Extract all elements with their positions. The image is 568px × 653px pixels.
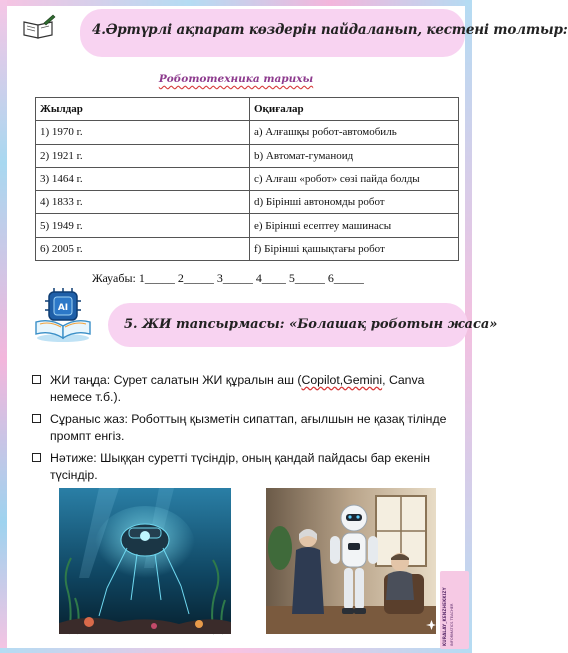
section5-title: 5. ЖИ тапсырмасы: «Болашақ роботын жаса»: [124, 317, 498, 332]
task-text: Нәтиже: Шыққан суретті түсіндір, оның қандай пайдасы бар екенін түсіндір.: [50, 451, 431, 482]
list-item: [30, 372, 455, 406]
year-cell: 6) 2005 г.: [36, 237, 250, 260]
table-header-row: [36, 98, 459, 121]
header-years: Жылдар: [36, 98, 250, 121]
event-cell: b) Автомат-гуманоид: [250, 144, 459, 167]
table-row: [36, 191, 459, 214]
checkbox-bullet: [32, 453, 41, 462]
event-cell: e) Бірінші есептеу машинасы: [250, 214, 459, 237]
year-cell: 3) 1464 г.: [36, 167, 250, 190]
robot-elderly-couple-image: [266, 488, 436, 634]
event-cell: f) Бірінші қашықтағы робот: [250, 237, 459, 260]
table-row: [36, 144, 459, 167]
table-row: [36, 121, 459, 144]
event-cell: c) Алғаш «робот» сөзі пайда болды: [250, 167, 459, 190]
year-cell: 5) 1949 г.: [36, 214, 250, 237]
decorative-top-border: [0, 0, 472, 6]
section4-title-banner: [80, 9, 568, 57]
list-item: [30, 411, 455, 445]
table-row: [36, 167, 459, 190]
year-cell: 1) 1970 г.: [36, 121, 250, 144]
checkbox-bullet: [32, 375, 41, 384]
table-title: Робототехника тарихы: [158, 73, 314, 85]
event-cell: d) Бірінші автономды робот: [250, 191, 459, 214]
task-text-end: , Canva немесе т.б.).: [50, 373, 425, 404]
task-text: Сұраныс жаз: Роботтың қызметін сипаттап, ағылшын не қазақ тілінде промпт енгіз.: [50, 412, 447, 443]
open-book-pen-icon: [22, 14, 56, 40]
event-cell: a) Алғашқы робот-автомобиль: [250, 121, 459, 144]
ai-book-icon: [32, 288, 94, 344]
badge-author-role: INFORMATICS TEACHER: [450, 603, 454, 646]
badge-author-name: KURALAY_KENZHEKKIZY: [442, 587, 447, 646]
section4-title: 4.Әртүрлі ақпарат көздерін пайдаланып, кестені толтыр:: [92, 22, 568, 38]
underwater-robot-image: [59, 488, 231, 634]
list-item: [30, 450, 455, 484]
task-text: ЖИ таңда: Сурет салатын ЖИ құралын аш (: [50, 373, 302, 387]
decorative-bottom-border: [0, 648, 472, 653]
table-row: [36, 214, 459, 237]
answer-line: Жауабы: 1_____ 2_____ 3_____ 4____ 5_____ 6_____: [92, 271, 364, 285]
checkbox-bullet: [32, 414, 41, 423]
decorative-left-border: [0, 0, 7, 653]
author-badge: [440, 571, 469, 649]
header-events: Оқиғалар: [250, 98, 459, 121]
history-table: [35, 97, 459, 261]
year-cell: 4) 1833 г.: [36, 191, 250, 214]
table-row: [36, 237, 459, 260]
section5-title-banner: [108, 303, 498, 347]
year-cell: 2) 1921 г.: [36, 144, 250, 167]
task-list: [30, 372, 455, 484]
task-tools-underlined: Copilot,Gemini: [301, 373, 383, 387]
ai-icon-label: AI: [57, 303, 69, 313]
